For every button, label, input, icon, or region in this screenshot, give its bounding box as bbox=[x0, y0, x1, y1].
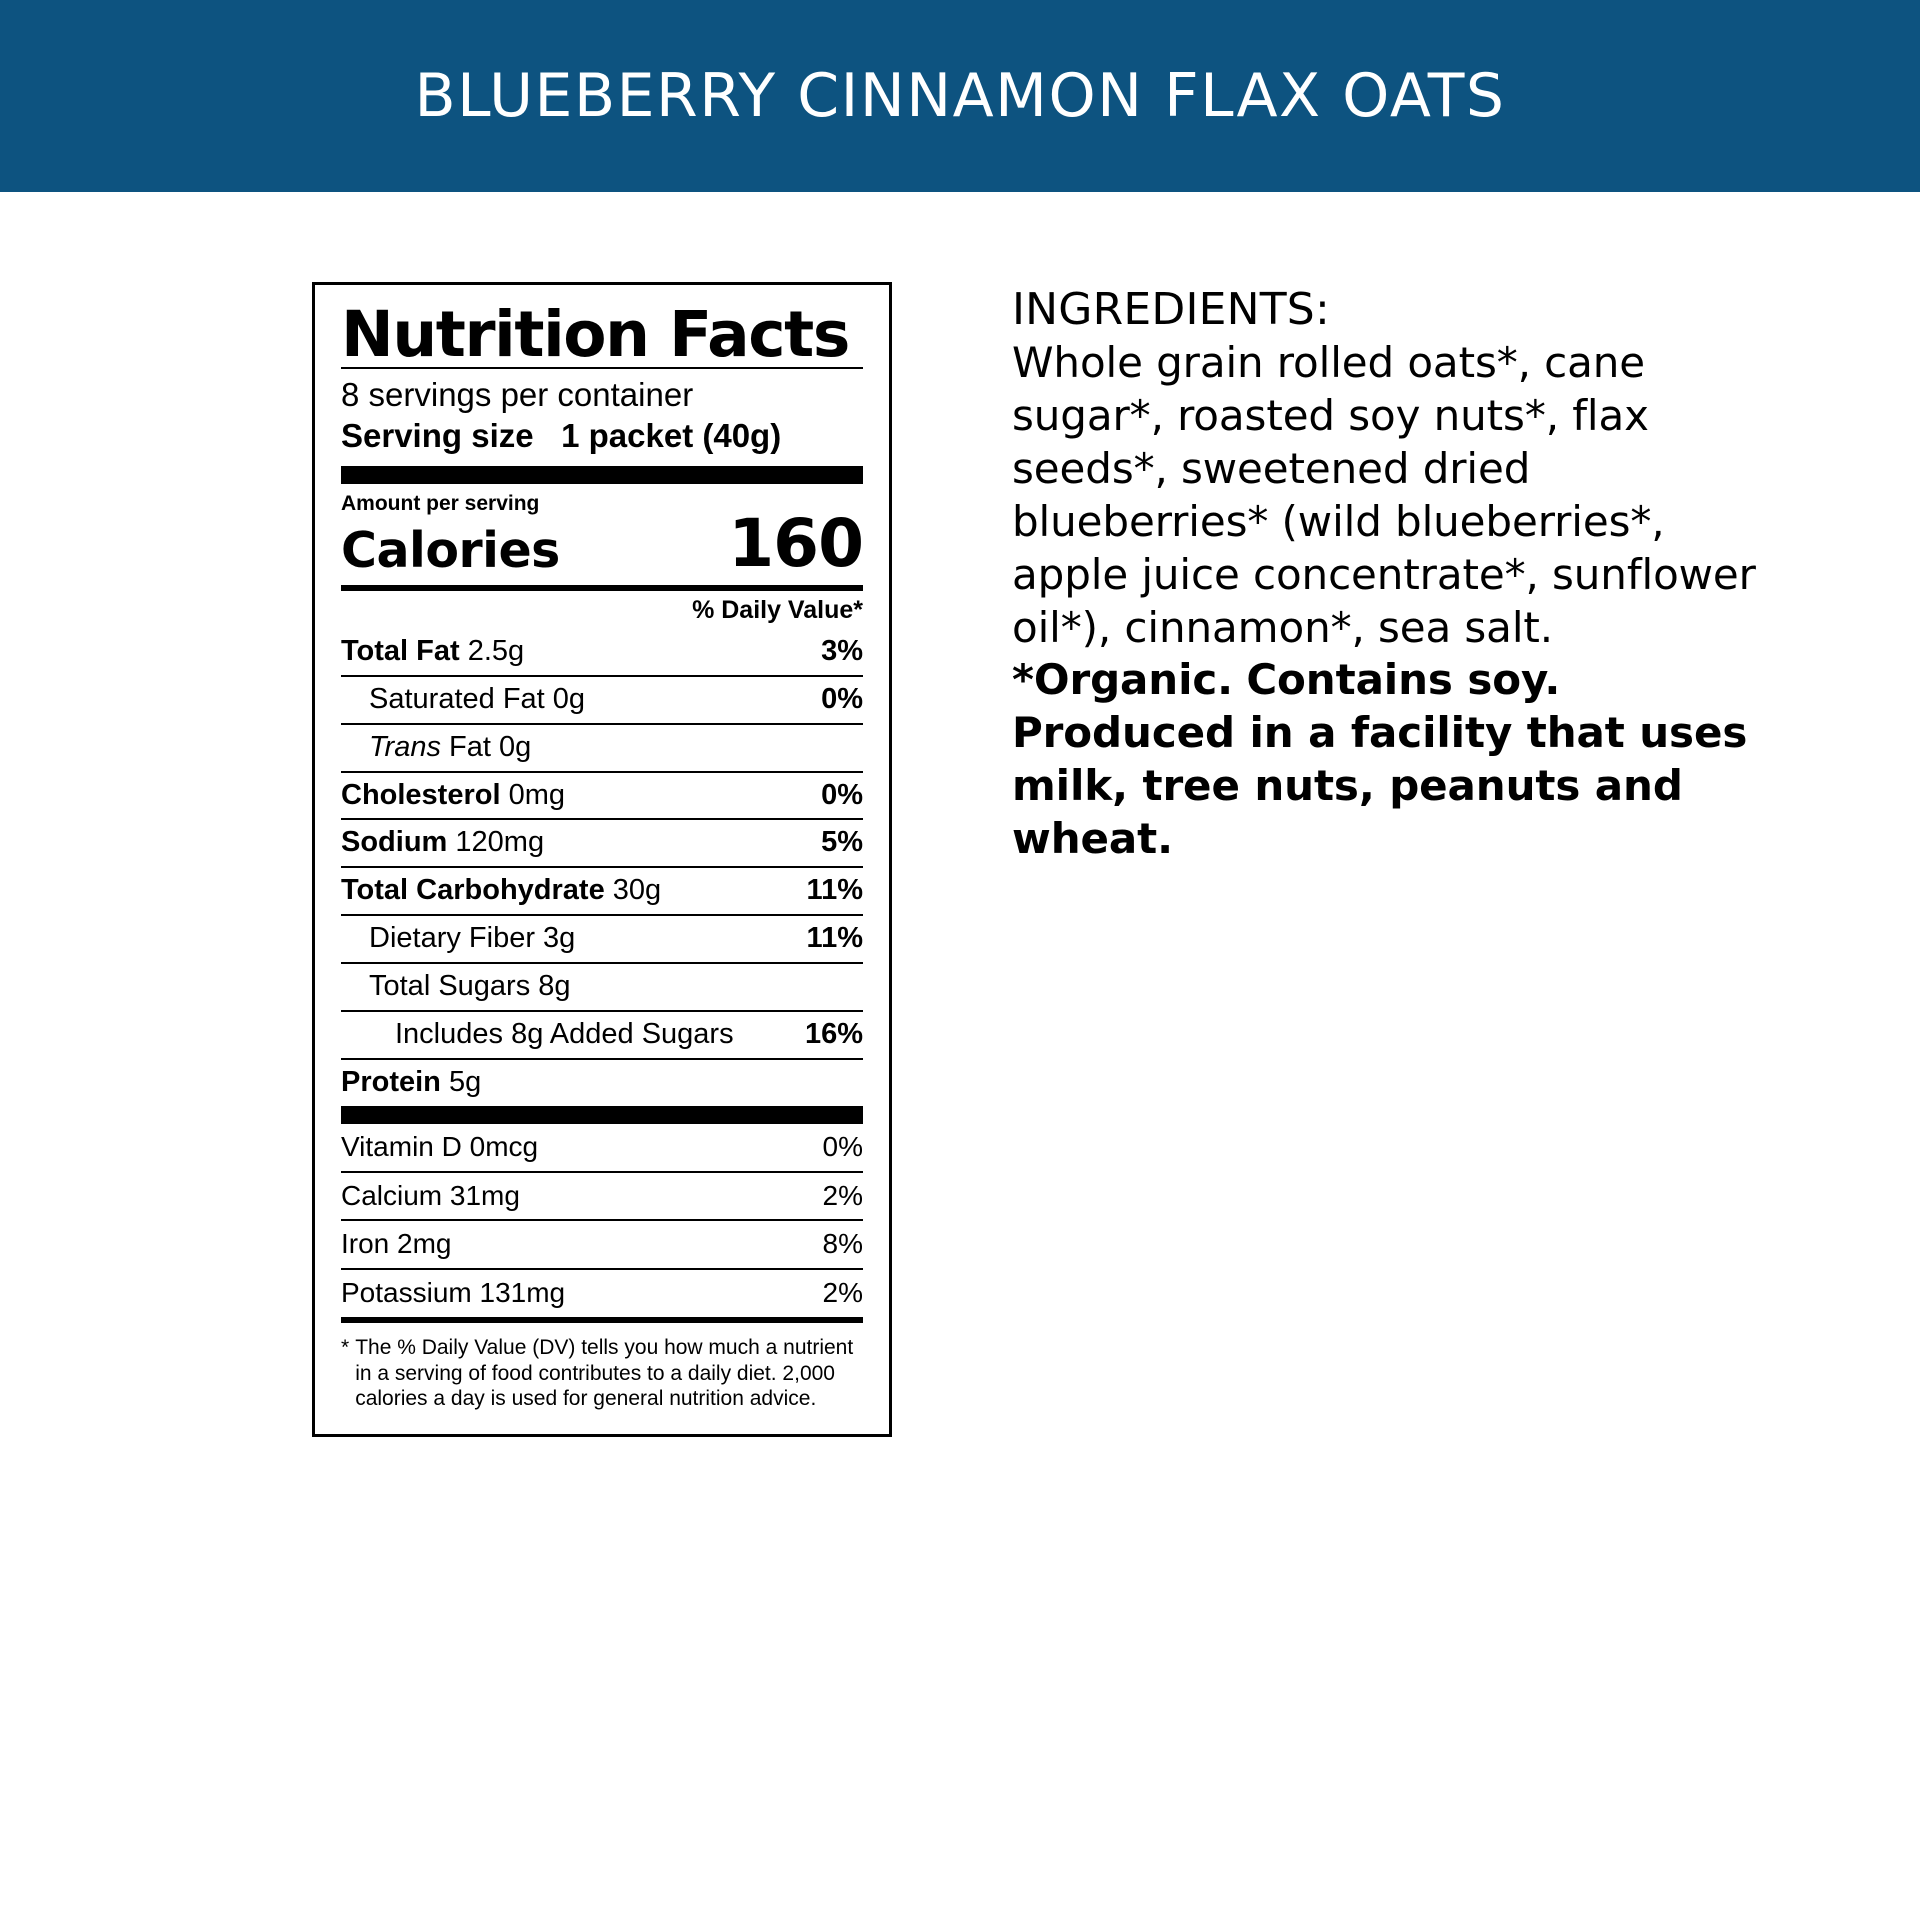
footnote-text: The % Daily Value (DV) tells you how much a nutrient in a serving of food contributes to a daily diet. 2,000 calories a day is used for general nutrition advice. bbox=[355, 1335, 854, 1411]
allergen-note: Contains soy. Produced in a facility that uses milk, tree nuts, peanuts and wheat. bbox=[1012, 655, 1748, 864]
divider-thick bbox=[341, 466, 863, 484]
nutrient-label: Trans Fat 0g bbox=[369, 730, 532, 763]
nutrient-amount: 3g bbox=[535, 922, 576, 955]
serving-size-label: Serving size bbox=[341, 416, 534, 454]
nutrient-daily-value: 11% bbox=[806, 922, 863, 955]
nutrient-label: Cholesterol 0mg bbox=[341, 778, 566, 811]
nutrient-label: Includes 8g Added Sugars bbox=[395, 1017, 734, 1050]
servings-per-container: 8 servings per container bbox=[341, 376, 694, 414]
nutrient-row bbox=[341, 820, 863, 866]
micronutrient-row bbox=[341, 1124, 863, 1171]
ingredients-body bbox=[1012, 337, 1772, 866]
nutrient-amount: 8g bbox=[530, 970, 571, 1003]
divider-thick-2 bbox=[341, 1106, 863, 1124]
amount-per-serving-label: Amount per serving bbox=[341, 491, 540, 515]
nutrition-facts-panel-wrapper bbox=[312, 282, 892, 1437]
micronutrient-daily-value: 0% bbox=[822, 1130, 863, 1162]
nutrient-row bbox=[341, 1060, 863, 1106]
nutrient-label: Sodium 120mg bbox=[341, 826, 545, 859]
nutrient-daily-value: 5% bbox=[821, 826, 863, 859]
nutrient-amount: Fat 0g bbox=[440, 730, 532, 763]
ingredients-section bbox=[1012, 282, 1772, 866]
nutrient-row bbox=[341, 916, 863, 962]
micronutrient-daily-value: 2% bbox=[822, 1277, 863, 1309]
nutrient-row bbox=[341, 725, 863, 771]
calories-value: 160 bbox=[728, 504, 863, 582]
nutrient-row bbox=[341, 773, 863, 819]
nutrient-amount: 0mg bbox=[500, 778, 566, 811]
micronutrient-row bbox=[341, 1221, 863, 1268]
nutrient-daily-value: 16% bbox=[804, 1017, 863, 1050]
nutrient-label: Total Carbohydrate 30g bbox=[341, 874, 662, 907]
nutrient-amount: 0g bbox=[544, 682, 586, 715]
nutrient-amount: 120mg bbox=[447, 826, 545, 859]
nutrient-label: Total Fat 2.5g bbox=[341, 634, 525, 667]
micronutrient-row bbox=[341, 1270, 863, 1317]
nutrient-daily-value: 3% bbox=[821, 634, 863, 667]
footnote bbox=[341, 1323, 863, 1412]
serving-size-value: 1 packet (40g) bbox=[561, 416, 782, 454]
page-content bbox=[0, 192, 1920, 1437]
nutrient-amount: 5g bbox=[440, 1065, 482, 1098]
nutrient-daily-value: 0% bbox=[821, 682, 863, 715]
nutrient-label: Total Sugars 8g bbox=[369, 970, 571, 1003]
calories-row bbox=[341, 504, 863, 582]
micronutrient-daily-value: 2% bbox=[822, 1179, 863, 1211]
nutrient-row bbox=[341, 1012, 863, 1058]
nutrient-rows bbox=[341, 629, 863, 1106]
daily-value-header: % Daily Value* bbox=[692, 595, 863, 624]
micronutrient-label: Calcium 31mg bbox=[341, 1179, 520, 1211]
micronutrient-label: Iron 2mg bbox=[341, 1228, 452, 1260]
organic-note: *Organic. bbox=[1012, 655, 1234, 705]
nutrient-row bbox=[341, 629, 863, 675]
nutrient-daily-value: 11% bbox=[806, 874, 863, 907]
page-header bbox=[0, 0, 1920, 192]
micronutrient-rows bbox=[341, 1124, 863, 1317]
nutrient-row bbox=[341, 677, 863, 723]
footnote-star: * bbox=[341, 1335, 350, 1359]
micronutrient-daily-value: 8% bbox=[822, 1228, 863, 1260]
ingredients-heading: INGREDIENTS: bbox=[1012, 284, 1330, 335]
nutrient-row bbox=[341, 964, 863, 1010]
micronutrient-row bbox=[341, 1173, 863, 1220]
micronutrient-label: Vitamin D 0mcg bbox=[341, 1130, 539, 1162]
nutrient-label: Saturated Fat 0g bbox=[369, 682, 586, 715]
nutrient-amount: 30g bbox=[604, 874, 662, 907]
nutrient-row bbox=[341, 868, 863, 914]
nutrition-facts-title: Nutrition Facts bbox=[341, 298, 849, 371]
nutrient-label: Protein 5g bbox=[341, 1065, 482, 1098]
serving-size-row bbox=[341, 416, 863, 456]
nutrient-daily-value: 0% bbox=[821, 778, 863, 811]
page-title: BLUEBERRY CINNAMON FLAX OATS bbox=[414, 61, 1506, 131]
nutrient-amount: 2.5g bbox=[459, 634, 525, 667]
ingredients-text: Whole grain rolled oats*, cane sugar*, roasted soy nuts*, flax seeds*, sweetened dried blueberries* (wild blueberries*, apple juice concentrate*, sunflower oil*), cinnamon*, sea salt. bbox=[1012, 338, 1756, 652]
calories-label: Calories bbox=[341, 522, 560, 580]
nutrition-facts-panel bbox=[312, 282, 892, 1437]
nutrient-label: Dietary Fiber 3g bbox=[369, 922, 576, 955]
micronutrient-label: Potassium 131mg bbox=[341, 1277, 566, 1309]
